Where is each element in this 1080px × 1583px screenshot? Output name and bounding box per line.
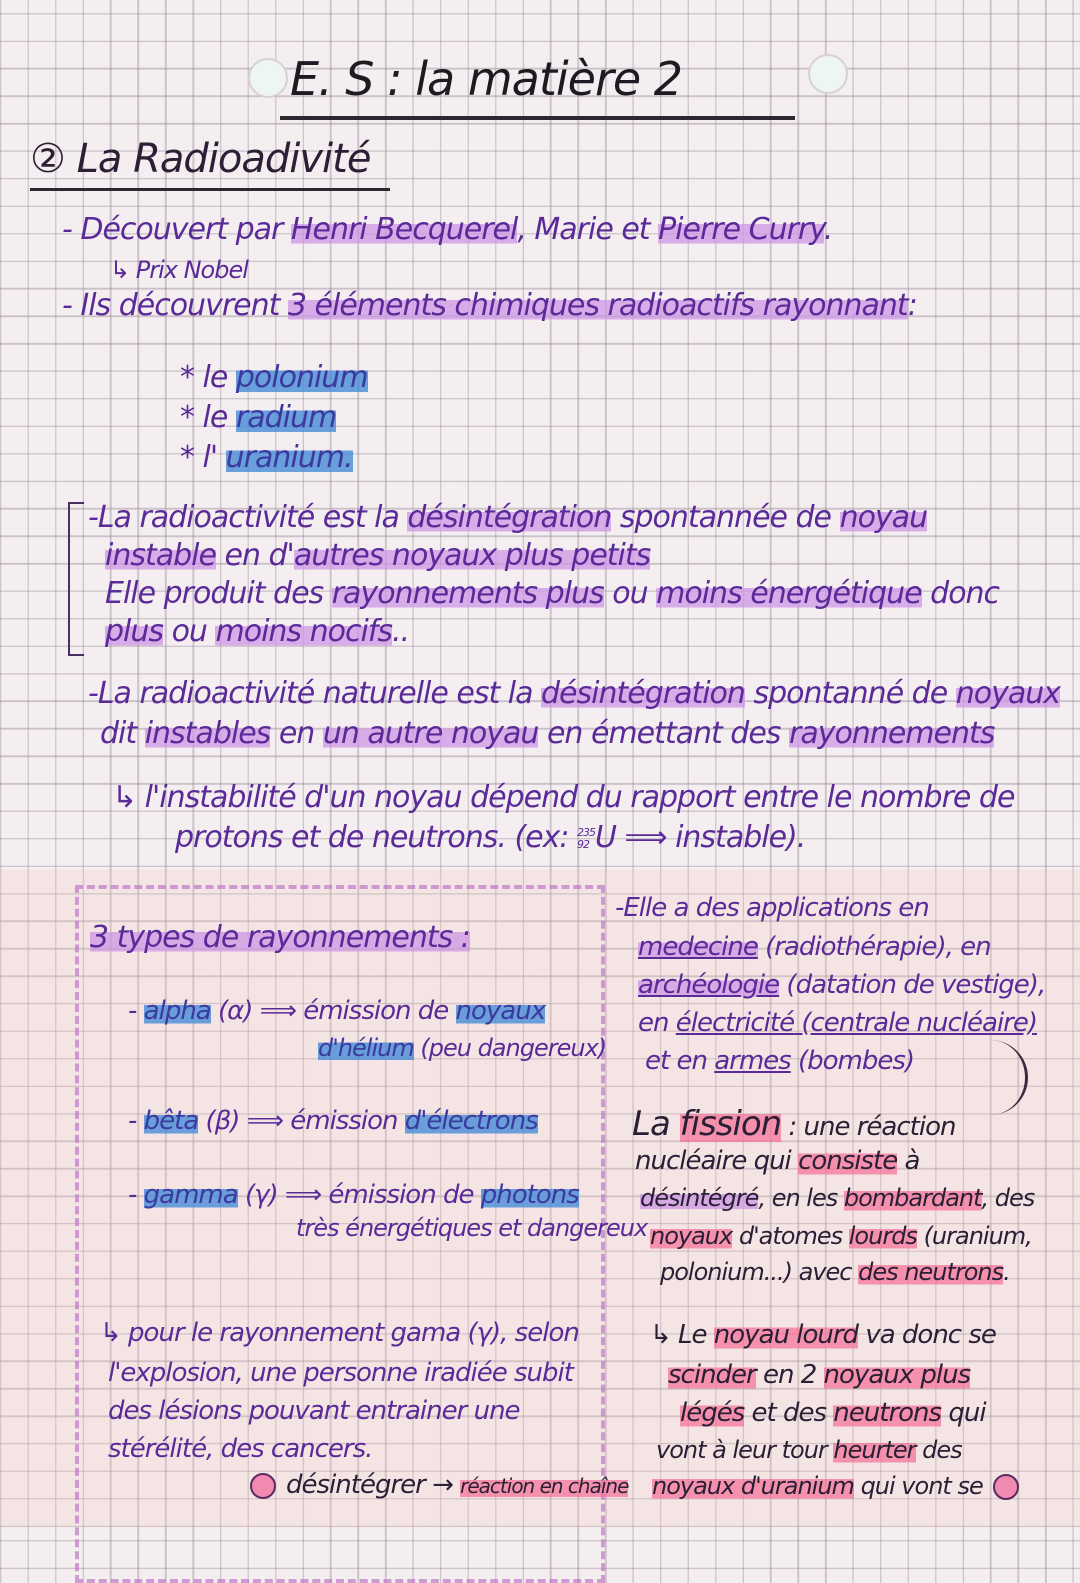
types-heading: 3 types de rayonnements : bbox=[90, 920, 470, 955]
continuation-mark-icon bbox=[993, 1474, 1019, 1500]
discovery-line: - Découvert par Henri Becquerel, Marie et Pierre Curry. bbox=[62, 212, 833, 247]
page-title: E. S : la matière 2 bbox=[290, 52, 683, 106]
applications-line: archéologie (datation de vestige), bbox=[638, 970, 1046, 1000]
fission-line: vont à leur tour heurter des bbox=[656, 1436, 962, 1464]
title-underline bbox=[280, 116, 795, 120]
fission-line: noyaux d'atomes lourds (uranium, bbox=[650, 1222, 1032, 1250]
fission-line: légés et des neutrons qui bbox=[680, 1398, 986, 1428]
fission-line: scinder en 2 noyaux plus bbox=[668, 1360, 971, 1390]
element-item: * le radium bbox=[180, 400, 337, 435]
natural-line: protons et de neutrons. (ex: 235 92 U ⟹ instable). bbox=[175, 820, 806, 855]
fission-line: ↳ Le noyau lourd va donc se bbox=[650, 1320, 996, 1350]
gamma-line: - gamma (γ) ⟹ émission de photons bbox=[128, 1180, 579, 1210]
chain-reaction-line: désintégrer → réaction en chaîne bbox=[240, 1470, 628, 1500]
section-heading: ② La Radioadivité bbox=[30, 136, 371, 182]
alpha-line: d'hélium (peu dangereux) bbox=[318, 1034, 607, 1062]
section-underline bbox=[30, 188, 390, 191]
alpha-line: - alpha (α) ⟹ émission de noyaux bbox=[128, 996, 546, 1026]
gamma-note-line: stérélité, des cancers. bbox=[108, 1434, 373, 1464]
continuation-mark-icon bbox=[250, 1473, 276, 1499]
natural-line: ↳ l'instabilité d'un noyau dépend du rapport entre le nombre de bbox=[112, 780, 1015, 815]
applications-line: et en armes (bombes) bbox=[645, 1046, 915, 1076]
natural-line: dit instables en un autre noyau en émettant des rayonnements bbox=[100, 716, 995, 751]
gamma-line: très énergétiques et dangereux bbox=[296, 1214, 648, 1242]
beta-line: - bêta (β) ⟹ émission d'électrons bbox=[128, 1106, 538, 1136]
fission-line: désintégré, en les bombardant, des bbox=[640, 1184, 1035, 1212]
definition-bracket bbox=[68, 502, 84, 656]
element-item: * le polonium bbox=[180, 360, 368, 395]
binder-hole-left bbox=[248, 58, 288, 98]
fission-line: polonium...) avec des neutrons. bbox=[660, 1258, 1010, 1286]
natural-line: -La radioactivité naturelle est la désintégration spontanné de noyaux bbox=[88, 676, 1060, 711]
binder-hole-right bbox=[808, 54, 848, 94]
applications-line: -Elle a des applications en bbox=[615, 893, 929, 923]
definition-line: plus ou moins nocifs.. bbox=[105, 614, 410, 649]
definition-line: Elle produit des rayonnements plus ou moins énergétique donc bbox=[105, 576, 1000, 611]
fission-line: noyaux d'uranium qui vont se bbox=[652, 1472, 1029, 1500]
gamma-note-line: ↳ pour le rayonnement gama (γ), selon bbox=[100, 1318, 579, 1348]
elements-intro: - Ils découvrent 3 éléments chimiques radioactifs rayonnant: bbox=[62, 288, 917, 323]
element-item: * l' uranium. bbox=[180, 440, 353, 475]
definition-line: instable en d'autres noyaux plus petits bbox=[105, 538, 651, 573]
nobel-note: ↳ Prix Nobel bbox=[110, 256, 248, 284]
definition-line: -La radioactivité est la désintégration spontannée de noyau bbox=[88, 500, 928, 535]
fission-line: nucléaire qui consiste à bbox=[635, 1146, 920, 1176]
applications-line: medecine (radiothérapie), en bbox=[638, 932, 991, 962]
applications-line: en électricité (centrale nucléaire) bbox=[638, 1008, 1038, 1038]
gamma-note-line: des lésions pouvant entrainer une bbox=[108, 1396, 520, 1426]
gamma-note-line: l'explosion, une personne iradiée subit bbox=[108, 1358, 573, 1388]
fission-line: La fission : une réaction bbox=[632, 1104, 956, 1144]
